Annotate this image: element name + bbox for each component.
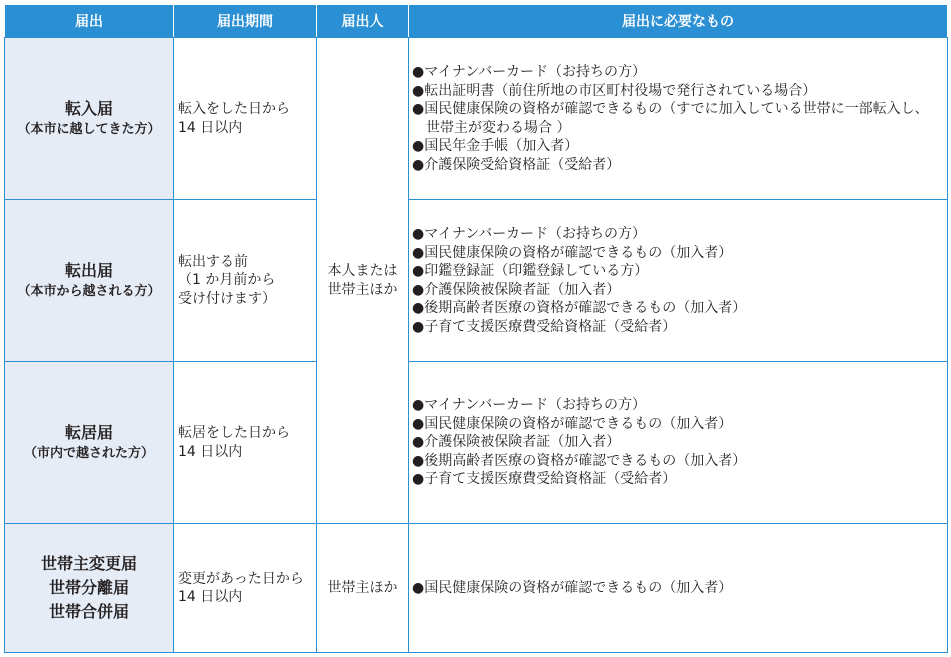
documents-cell xyxy=(409,362,948,524)
documents-cell xyxy=(409,200,948,362)
table-row-move-out xyxy=(5,200,948,362)
type-cell-move-out xyxy=(5,200,174,362)
procedures-table xyxy=(4,4,948,653)
table-row-relocation xyxy=(5,362,948,524)
person-line: 世帯主ほか xyxy=(327,281,398,298)
period-line: （1 か月前から xyxy=(178,272,276,289)
period-line: 14 日以内 xyxy=(178,119,243,136)
documents-cell xyxy=(409,38,948,200)
type-name: 世帯合併届 xyxy=(48,602,129,621)
header-person: 届出人 xyxy=(317,5,409,38)
table-row-move-in xyxy=(5,38,948,200)
type-cell-relocation xyxy=(5,362,174,524)
document-item: ●マイナンバーカード（お持ちの方） xyxy=(412,226,646,242)
person-line: 世帯主ほか xyxy=(327,579,398,596)
document-item: ●マイナンバーカード（お持ちの方） xyxy=(412,64,646,80)
header-period: 届出期間 xyxy=(174,5,317,38)
document-item: ●マイナンバーカード（お持ちの方） xyxy=(412,397,646,414)
period-line: 14 日以内 xyxy=(178,443,243,460)
type-name: 世帯分離届 xyxy=(48,578,129,597)
period-line: 転居をした日から xyxy=(178,425,290,441)
type-note: （市内で越された方） xyxy=(23,445,154,461)
document-item: ●国民健康保険の資格が確認できるもの（加入者） xyxy=(412,579,733,596)
period-line: 14 日以内 xyxy=(178,589,243,605)
period-line: 転入をした日から xyxy=(178,101,290,117)
document-item: ●介護保険被保険者証（加入者） xyxy=(412,434,621,451)
period-line: 受け付けます） xyxy=(178,290,276,307)
document-item: ●介護保険受給資格証（受給者） xyxy=(412,156,621,173)
type-note: （本市から越される方） xyxy=(17,283,161,299)
header-row xyxy=(5,5,948,38)
document-item: ●介護保険被保険者証（加入者） xyxy=(412,281,621,298)
header-type: 届出 xyxy=(5,5,174,38)
document-item: ●国民健康保険の資格が確認できるもの（すでに加入している世帯に一部転入し、 xyxy=(412,101,929,117)
period-line: 変更があった日から xyxy=(178,570,304,587)
document-item: ●国民健康保険の資格が確認できるもの（加入者） xyxy=(412,244,733,261)
document-item: ●後期高齢者医療の資格が確認できるもの（加入者） xyxy=(412,300,747,316)
period-cell xyxy=(174,200,317,362)
type-cell-move-in xyxy=(5,38,174,200)
table-row-household-change xyxy=(5,524,948,653)
document-item: ●子育て支援医療費受給資格証（受給者） xyxy=(412,318,677,335)
document-item: ●国民健康保険の資格が確認できるもの（加入者） xyxy=(412,415,733,432)
person-cell-shared xyxy=(317,38,409,524)
type-note: （本市に越してきた方） xyxy=(17,121,161,137)
document-item: ●転出証明書（前住所地の市区町村役場で発行されている場合） xyxy=(412,82,817,99)
period-line: 転出する前 xyxy=(178,253,248,270)
header-documents: 届出に必要なもの xyxy=(409,5,948,38)
type-name: 世帯主変更届 xyxy=(40,554,137,573)
person-cell xyxy=(317,524,409,653)
document-item: ●印鑑登録証（印鑑登録している方） xyxy=(412,263,649,279)
period-cell xyxy=(174,362,317,524)
type-cell-household xyxy=(5,524,174,653)
document-item-continuation: 世帯主が変わる場合 ） xyxy=(426,119,571,136)
period-cell xyxy=(174,38,317,200)
document-item: ●子育て支援医療費受給資格証（受給者） xyxy=(412,471,677,488)
type-name: 転出届 xyxy=(64,260,113,280)
type-name: 転入届 xyxy=(64,98,113,118)
person-line: 本人または xyxy=(327,263,398,279)
documents-cell xyxy=(409,524,948,653)
type-name: 転居届 xyxy=(64,422,113,442)
document-item: ●後期高齢者医療の資格が確認できるもの（加入者） xyxy=(412,452,747,469)
document-item: ●国民年金手帳（加入者） xyxy=(412,138,579,154)
period-cell xyxy=(174,524,317,653)
